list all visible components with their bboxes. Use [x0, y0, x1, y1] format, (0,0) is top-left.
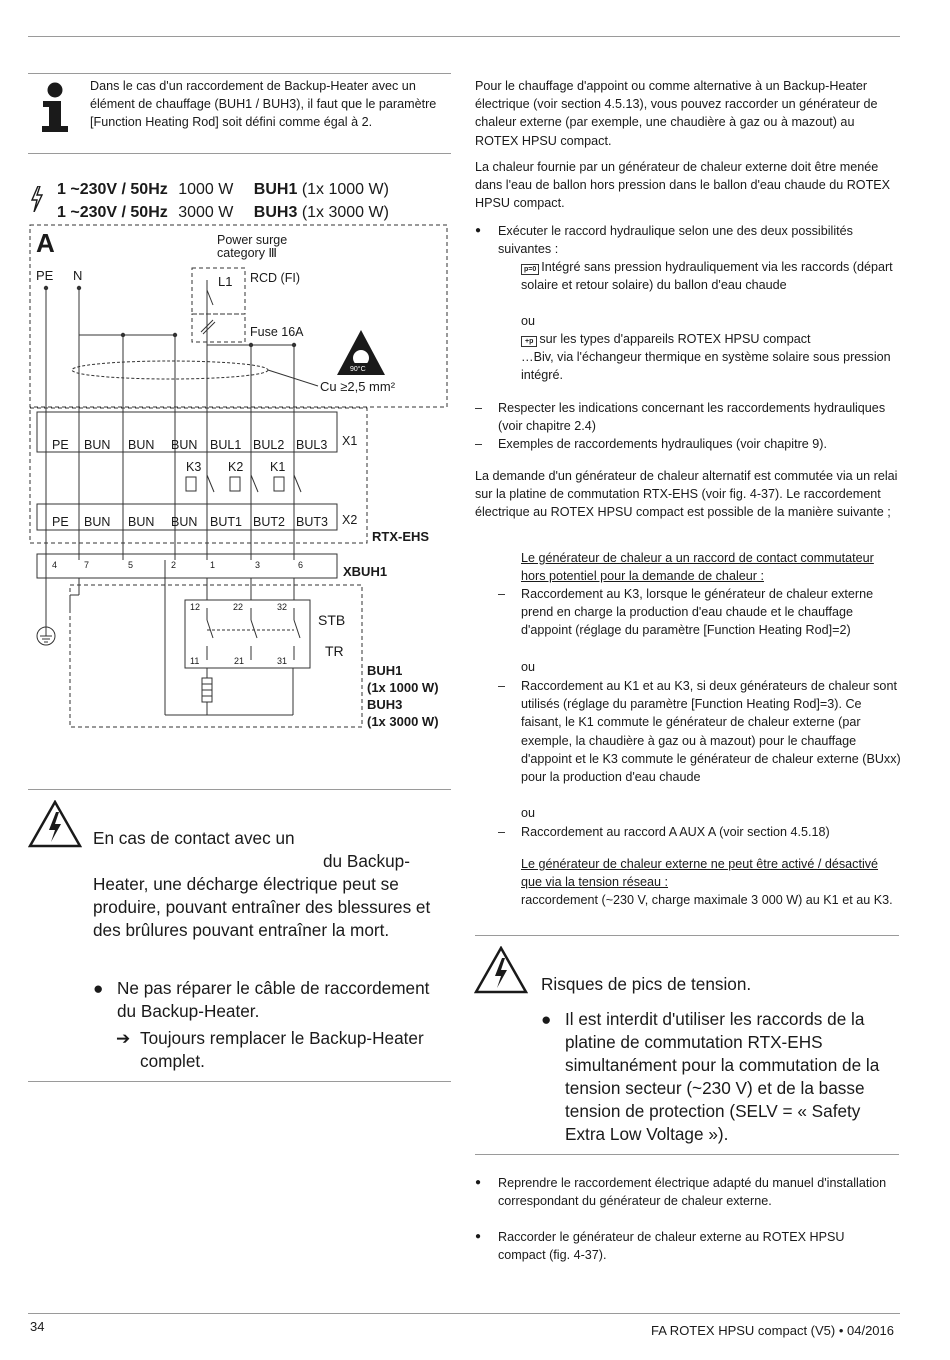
x1-terminal: BUL2: [253, 438, 285, 452]
heater-box: [70, 585, 362, 727]
x2-label: X2: [342, 513, 358, 527]
diagram-header: [57, 178, 389, 224]
buh-desc: (1x 3000 W): [301, 204, 389, 221]
supply-label: 1 ~230V / 50Hz: [57, 204, 168, 221]
info-icon: [38, 82, 72, 134]
bullet-dot: ●: [475, 1231, 482, 1242]
d-3-text: Raccordement au raccord A AUX A (voir section 4.5.18): [521, 825, 830, 839]
contact-number: 21: [234, 656, 245, 666]
diagram-row-1: [57, 178, 389, 201]
contact-number: 12: [190, 602, 201, 612]
x2-terminal: BUT2: [253, 515, 285, 529]
power-label: 1000 W: [178, 181, 234, 198]
x2-terminal: BUT1: [210, 515, 242, 529]
buh-label: BUH3: [253, 204, 298, 221]
category-label: category Ⅲ: [217, 246, 278, 260]
tr-label: TR: [325, 643, 344, 659]
right-p3: La demande d'un générateur de chaleur alternatif est commutée via un relai sur la platine de commutation RTX-EHS (voir fig. 4-37). Le raccordement électrique au ROTEX HPSU compact est possible de la manière suivante ;: [475, 469, 898, 520]
dash-mark: –: [475, 437, 483, 451]
bullet1-text: Exécuter le raccord hydraulique selon une des deux possibilités suivantes :: [498, 224, 853, 257]
power-label: 3000 W: [178, 204, 234, 221]
right-bullet1: [475, 222, 900, 258]
warning-arrow-text: Toujours remplacer le Backup-Heater complet.: [140, 1028, 424, 1071]
xbuh-label: XBUH1: [343, 564, 388, 579]
fuse-label: Fuse 16A: [250, 325, 304, 339]
heater-label: BUH3: [367, 697, 403, 712]
supply-label: 1 ~230V / 50Hz: [57, 181, 168, 198]
right-p4: raccordement (~230 V, charge maximale 3 000 W) au K1 et au K3.: [521, 893, 893, 907]
dash-mark: –: [498, 587, 506, 601]
d-3: [498, 823, 901, 841]
contact-number: 31: [277, 656, 288, 666]
warning-right-bullet: [541, 1008, 895, 1146]
xbuh-terminal: 3: [255, 560, 261, 570]
label-pe: PE: [36, 268, 54, 283]
ou-3: ou: [521, 806, 536, 820]
dash-mark: –: [498, 679, 506, 693]
electric-hazard-icon: [474, 946, 528, 994]
xbuh-terminal: 7: [84, 560, 90, 570]
ou-2: ou: [521, 660, 536, 674]
right-p2: La chaleur fournie par un générateur de chaleur externe doit être menée dans l'eau de ballon hors pression dans le ballon d'eau chaude du ROTEX HPSU compact.: [475, 160, 891, 211]
x2-terminal: BUN: [171, 515, 198, 529]
xbuh-terminal: 6: [298, 560, 304, 570]
x2-terminal: BUN: [84, 515, 111, 529]
warning-right-bullet-text: Il est interdit d'utiliser les raccords de la platine de commutation RTX-EHS simultanément pour la commutation de la tension secteur (~230 V) et de la basse tension de protection (SELV = « Safety Extra Low Voltage »).: [565, 1009, 880, 1144]
dash-1: [475, 399, 900, 435]
d-2: [498, 677, 901, 786]
top-rule: [28, 36, 900, 37]
x1-terminal: BUL3: [296, 438, 328, 452]
bottom-bullet-1: [475, 1174, 888, 1210]
xbuh-terminal: 5: [128, 560, 134, 570]
page-number: 34: [30, 1319, 45, 1334]
xbuh-strip: [37, 554, 337, 578]
bottom-bullet-text: Reprendre le raccordement électrique adapté du manuel d'installation correspondant du générateur de chaleur externe.: [498, 1176, 887, 1209]
d-1: [498, 585, 901, 640]
rcd-label: RCD (FI): [250, 271, 300, 285]
ou-1: ou: [521, 314, 536, 328]
stb-box: [185, 600, 310, 668]
dash-2-text: Exemples de raccordements hydrauliques (voir chapitre 9).: [498, 437, 827, 451]
warning-right-rule-bottom: [475, 1154, 899, 1155]
warning-bullet-text: Ne pas réparer le câble de raccordement du Backup-Heater.: [117, 978, 430, 1021]
warning-lead-2: du Backup-: [323, 851, 410, 871]
heater-label: BUH1: [367, 663, 403, 678]
warning-rule-top: [28, 789, 451, 790]
option-2-text-a: sur les types d'appareils ROTEX HPSU compact: [539, 332, 811, 346]
power-surge-label: Power surge: [217, 233, 288, 247]
footer-rule: [28, 1313, 900, 1314]
option-1-text: Intégré sans pression hydrauliquement via les raccords (départ solaire et retour solaire) du ballon d'eau chaude: [521, 260, 893, 293]
warning-left-arrow: [116, 1027, 440, 1073]
bullet-dot: ●: [475, 225, 482, 236]
dash-1-text: Respecter les indications concernant les raccordements hydrauliques (voir chapitre 2.4): [498, 401, 886, 434]
right-p1: Pour le chauffage d'appoint ou comme alternative à un Backup-Heater électrique (voir section 4.5.13), vous pouvez raccorder un générateur de chaleur externe (par exemple, une chaudière à gaz ou à mazout) au ROTEX HPSU compact.: [475, 79, 878, 148]
bullet-dot: ●: [475, 1177, 482, 1188]
dash-mark: –: [475, 401, 483, 415]
xbuh-terminal: 2: [171, 560, 177, 570]
bullet-dot: ●: [541, 1009, 552, 1029]
relay-label: K3: [186, 460, 202, 474]
heater-label: (1x 1000 W): [367, 680, 439, 695]
option-2-text-b: …Biv, via l'échangeur thermique en système solaire sous pression intégré.: [521, 350, 891, 383]
warning-left-bullet: [93, 977, 437, 1023]
d-1-text: Raccordement au K3, lorsque le générateur de chaleur externe prend en charge la production d'eau chaude et le chauffage d'appoint (réglage du paramètre [Function Heating Rod]=2): [521, 587, 874, 638]
warning-left-text: [93, 827, 453, 942]
buh-label: BUH1: [253, 181, 298, 198]
xbuh-terminal: 1: [210, 560, 216, 570]
electric-hazard-icon: [28, 800, 82, 848]
label-l1: L1: [218, 274, 233, 289]
info-note: Dans le cas d'un raccordement de Backup-Heater avec un élément de chauffage (BUH1 / BUH3), il faut que le paramètre [Function Heating Rod] soit défini comme égal à 2.: [90, 79, 437, 130]
warning-right-rule-top: [475, 935, 899, 936]
fuse-box: [192, 314, 245, 342]
bullet-dot: ●: [93, 978, 104, 998]
heater-label: (1x 3000 W): [367, 714, 439, 729]
contact-number: 11: [190, 656, 200, 666]
x1-terminal: BUL1: [210, 438, 242, 452]
label-a: A: [36, 228, 55, 258]
label-n: N: [73, 268, 83, 283]
option-1: [521, 258, 901, 294]
underline-2: Le générateur de chaleur externe ne peut être activé / désactivé que via la tension réseau :: [521, 857, 879, 890]
option-2: [521, 330, 901, 385]
pressure-zero-icon: p=0: [521, 264, 539, 275]
warning-rest: Heater, une décharge électrique peut se produire, pouvant entraîner des blessures et des brûlures pouvant entraîner la mort.: [93, 874, 431, 940]
x1-terminal: BUN: [171, 438, 198, 452]
footer-doc: FA ROTEX HPSU compact (V5) • 04/2016: [651, 1323, 894, 1338]
d-2-text: Raccordement au K1 et au K3, si deux générateurs de chaleur sont utilisés (réglage du paramètre [Function Heating Rod]=3). Ce faisant, le K1 commute le générateur de chaleur externe (par exemple, la chaudière à gaz ou à mazout) pour le chauffage d'appoint et le K3 commute le générateur de chaleur externe (BUxx) pour la production d'eau chaude: [521, 679, 901, 785]
x2-terminal: BUN: [128, 515, 155, 529]
xbuh-terminal: 4: [52, 560, 58, 570]
contact-number: 32: [277, 602, 288, 612]
warning-right-title: Risques de pics de tension.: [541, 974, 752, 994]
cable-label: Cu ≥2,5 mm²: [320, 379, 396, 394]
wiring-diagram: [0, 220, 460, 740]
warning-rule-bottom: [28, 1081, 451, 1082]
relay-label: K2: [228, 460, 244, 474]
bottom-bullet-text: Raccorder le générateur de chaleur externe au ROTEX HPSU compact (fig. 4-37).: [498, 1230, 845, 1263]
temp-badge: 90°C: [350, 366, 366, 373]
dash-2: [475, 435, 900, 453]
lightning-icon: [30, 186, 44, 212]
x1-terminal: BUN: [128, 438, 155, 452]
x1-label: X1: [342, 434, 358, 448]
stb-label: STB: [318, 612, 346, 628]
relay-label: K1: [270, 460, 286, 474]
rtx-label: RTX-EHS: [372, 529, 430, 544]
x2-terminal: BUT3: [296, 515, 328, 529]
contact-number: 22: [233, 602, 244, 612]
info-rule-top: [28, 73, 451, 74]
info-rule-bottom: [28, 153, 451, 154]
x2-terminal: PE: [52, 515, 69, 529]
arrow-icon: ➔: [116, 1028, 131, 1048]
bottom-bullet-2: [475, 1228, 888, 1264]
pressure-plus-icon: +p: [521, 336, 537, 347]
dash-mark: –: [498, 825, 506, 839]
x1-terminal: BUN: [84, 438, 111, 452]
buh-desc: (1x 1000 W): [301, 181, 389, 198]
x1-terminal: PE: [52, 438, 69, 452]
underline-1: Le générateur de chaleur a un raccord de contact commutateur hors potentiel pour la demande de chaleur :: [521, 551, 874, 584]
warning-lead-1: En cas de contact avec un: [93, 828, 295, 848]
